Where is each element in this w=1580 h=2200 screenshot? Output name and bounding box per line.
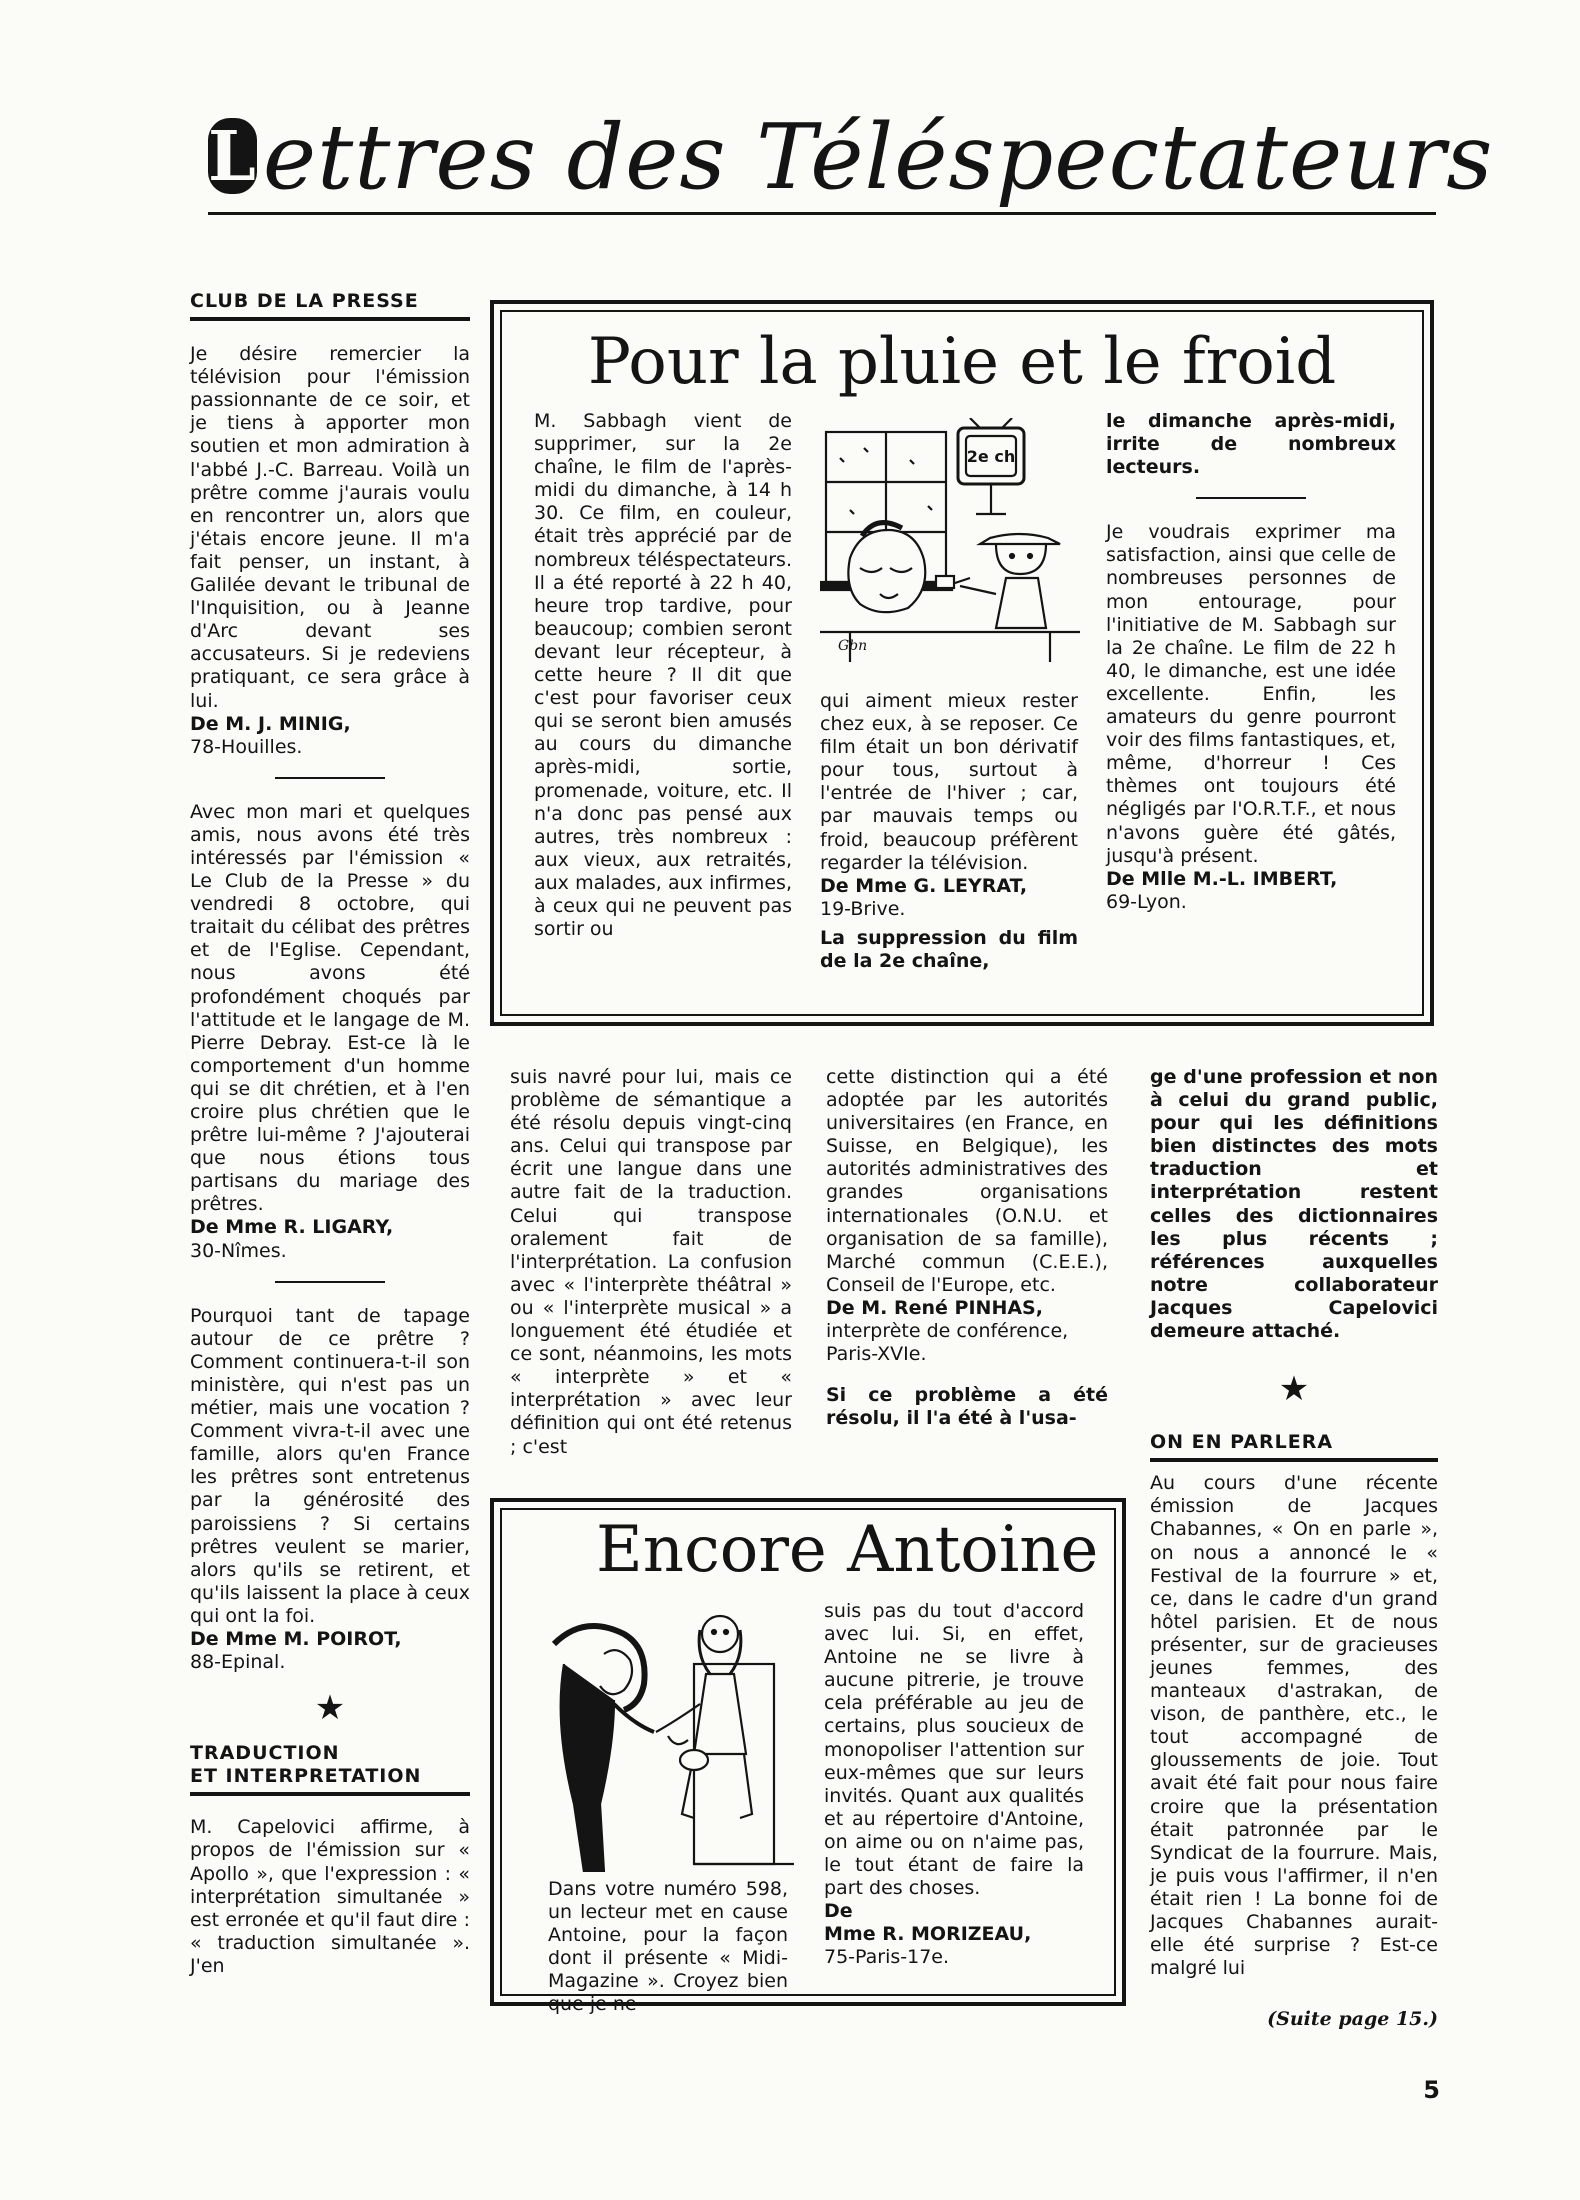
club-sig-3: De Mme M. POIROT, [190, 1627, 402, 1650]
star-icon: ★ [1278, 1369, 1310, 1410]
traduction-heading-2: ET INTERPRETATION [190, 1765, 422, 1788]
divider [275, 777, 385, 779]
traduction-heading-1: TRADUCTION [190, 1742, 340, 1765]
club-letter-2: Avec mon mari et quelques amis, nous avons été très intéressés par l'émission « Le Club de la Presse » du vendredi 8 octobre, qui traitait du célibat des prêtres et de l'Eglise. Cependant, nous avons été profondément choqués par l'attitude et le langage de M. Pierre Debray. Est-ce là le comportement d'un homme qui se dit chrétien, et à l'en croire plus chrétien que le prêtre lui-même ? J'ajouterai que nous étions tous partisans du mariage des prêtres. [190, 800, 470, 1216]
antoine-sig-a: De [824, 1900, 853, 1923]
club-place-1: 78-Houilles. [190, 735, 303, 758]
masthead-rule [208, 212, 1436, 215]
traduction-place-1: interprète de conférence, [826, 1320, 1069, 1343]
club-heading: CLUB DE LA PRESSE [190, 290, 419, 312]
club-heading-rule [190, 317, 470, 321]
masthead-drop-letter: L [208, 117, 257, 197]
antoine-col-1 [548, 1878, 788, 2017]
parlera-heading: ON EN PARLERA [1150, 1431, 1334, 1454]
antoine-place: 75-Paris-17e. [824, 1946, 950, 1969]
pluie-place-1: 19-Brive. [820, 897, 906, 920]
antoine-letter-1: Dans votre numéro 598, un lecteur met en cause Antoine, pour la façon dont il présente « Midi-Magazine ». Croyez bien que je ne [548, 1878, 788, 2016]
page-number: 5 [1423, 2076, 1440, 2104]
pluie-reply-b: le dimanche après-midi, irrite de nombreux lecteurs. [1106, 410, 1396, 479]
parlera-body: Au cours d'une récente émission de Jacques Chabannes, « On en parle », on nous a annoncé le « Festival de la fourrure » et, ce, dans le cadre d'un grand hôtel parisien. Et de nous présenter, sur de gracieuses jeunes femmes, des manteaux d'astrakan, de vison, de panthère, etc., le tout accompagné de gloussements de joie. Tout avait été fait pour nous faire croire que la présentation était patronnée par le Syndicat de la fourrure. Mais, je puis vous l'affirmer, il n'en était rien ! La bonne foi de Jacques Chabannes aurait-elle été surprise ? Est-ce malgré lui [1150, 1472, 1438, 1980]
pluie-title: Pour la pluie et le froid [587, 325, 1337, 399]
cartoon-signature: Gbn [838, 638, 868, 654]
divider [275, 1281, 385, 1283]
club-sig-2: De Mme R. LIGARY, [190, 1216, 394, 1239]
antoine-cartoon-illustration [544, 1604, 794, 1872]
traduction-letter-3: cette distinction qui a été adoptée par les autorités universitaires (en France, en Suisse, en Belgique), les autorités administratives des grandes organisations internationales (O.N.U. et organisation de sa famille), Marché commun (C.E.E.), Conseil de l'Europe, etc. [826, 1066, 1108, 1296]
traduction-col-2 [510, 1066, 792, 1459]
pluie-place-2: 69-Lyon. [1106, 890, 1187, 913]
traduction-sig: De M. René PINHAS, [826, 1296, 1043, 1319]
antoine-col-2 [824, 1600, 1084, 1970]
pluie-sig-1: De Mme G. LEYRAT, [820, 874, 1028, 897]
club-sig-1: De M. J. MINIG, [190, 712, 351, 735]
club-letter-3: Pourquoi tant de tapage autour de ce prêtre ? Comment continuera-t-il son ministère, qui n'est pas un métier, mais une vocation ? Comment vivra-t-il avec une famille, alors qu'en France les prêtres sont entretenus par la générosité des paroissiens ? Si certains prêtres veulent se marier, alors qu'ils se retirent, et qu'ils laissent la place à ceux qui ont la foi. [190, 1304, 470, 1627]
traduction-col-1: M. Capelovici affirme, à propos de l'émission sur « Apollo », que l'expression : « interprétation simultanée » est erronée et qu'il faut dire : « traduction simultanée ». J'en [190, 1816, 470, 1977]
pluie-col-1 [534, 410, 792, 941]
pluie-sig-2: De Mlle M.-L. IMBERT, [1106, 867, 1338, 890]
masthead [208, 105, 1494, 210]
pluie-reply-a: La suppression du film de la 2e chaîne, [820, 926, 1078, 973]
traduction-reply-1: Si ce problème a été résolu, il l'a été à l'usa- [826, 1384, 1108, 1430]
antoine-letter-2: suis pas du tout d'accord avec lui. Si, en effet, Antoine ne se livre à aucune pitrerie, je trouve cela préférable au jeu de certains, plus soucieux de monopoliser l'attention sur eux-mêmes que sur leurs invités. Quant aux qualités et au répertoire d'Antoine, on aime ou on n'aime pas, le tout étant de faire la part des choses. [824, 1600, 1084, 1900]
tv-cartoon-illustration [820, 418, 1080, 662]
club-letter-1: Je désire remercier la télévision pour l'émission passionnante de ce soir, et je tiens à apporter mon soutien et mon admiration à l'abbé J.-C. Barreau. Voilà un prêtre comme j'aurais voulu en rencontrer un, alors que j'étais encore jeune. Il m'a fait penser, un instant, à Galilée devant le tribunal de l'Inquisition, ou à Jeanne d'Arc devant ses accusateurs. Si je redeviens pratiquant, ce sera grâce à lui. [190, 343, 470, 712]
club-column [190, 290, 470, 1978]
masthead-title: ettres des Téléspectateurs [262, 105, 1494, 210]
pluie-letter-1: M. Sabbagh vient de supprimer, sur la 2e chaîne, le film de l'après-midi du dimanche, à 14 h 30. Ce film, en couleur, était très apprécié par de nombreux téléspectateurs. Il a été reporté à 22 h 40, heure trop tardive, pour beaucoup; combien seront devant leur récepteur, à cette heure ? Il dit que c'est pour favoriser ceux qui se seront bien amusés au cours du dimanche après-midi, sortie, promenade, voiture, etc. Il n'a donc pas pensé aux autres, très nombreux : aux vieux, aux retraités, aux malades, aux infirmes, à ceux qui ne peuvent pas sortir ou [534, 410, 792, 941]
pluie-letter-2: qui aiment mieux rester chez eux, à se reposer. Ce film était un bon dérivatif pour tous, surtout à l'entrée de l'hiver ; car, par mauvais temps ou froid, beaucoup préfèrent regarder la télévision. [820, 690, 1078, 874]
traduction-letter-2: suis navré pour lui, mais ce problème de sémantique a été résolu depuis vingt-cinq ans. Celui qui transpose par écrit une langue dans une autre fait de la traduction. Celui qui transpose oralement fait de l'interprétation. La confusion avec « l'interprète théâtral » ou « l'interprète musical » a longuement été étudiée et ce sont, néanmoins, les mots « interprète » et « interprétation » avec leur définition qui ont été retenus ; c'est [510, 1066, 792, 1458]
traduction-heading-rule [190, 1792, 470, 1796]
traduction-place-2: Paris-XVIe. [826, 1343, 927, 1366]
pluie-letter-3: Je voudrais exprimer ma satisfaction, ainsi que celle de nombreuses personnes de mon entourage, pour l'initiative de M. Sabbagh sur la 2e chaîne. Le film de 22 h 40, le dimanche, est une idée excellente. Enfin, les amateurs du genre pourront voir des films fantastiques, et, même, d'horreur ! Ces thèmes ont toujours été négligés par l'O.R.T.F., et nous n'avons guère été gâtés, jusqu'à présent. [1106, 521, 1396, 867]
parlera-heading-rule [1150, 1458, 1438, 1462]
star-icon: ★ [314, 1688, 346, 1729]
right-column [1150, 1066, 1438, 2031]
antoine-sig-b: Mme R. MORIZEAU, [824, 1923, 1032, 1946]
pluie-col-3 [1106, 410, 1396, 914]
traduction-col-3 [826, 1066, 1108, 1430]
antoine-title: Encore Antoine [596, 1513, 1099, 1587]
club-place-3: 88-Epinal. [190, 1651, 286, 1674]
suite-note: (Suite page 15.) [1267, 2008, 1438, 2031]
divider [1196, 497, 1306, 499]
tv-label: 2e ch [966, 447, 1016, 466]
pluie-col-2 [820, 690, 1078, 973]
club-place-2: 30-Nîmes. [190, 1239, 287, 1262]
traduction-reply-2: ge d'une profession et non à celui du grand public, pour qui les définitions bien distinctes des mots traduction et interprétation restent celles des dictionnaires les plus récents ; références auxquelles notre collaborateur Jacques Capelovici demeure attaché. [1150, 1066, 1438, 1343]
